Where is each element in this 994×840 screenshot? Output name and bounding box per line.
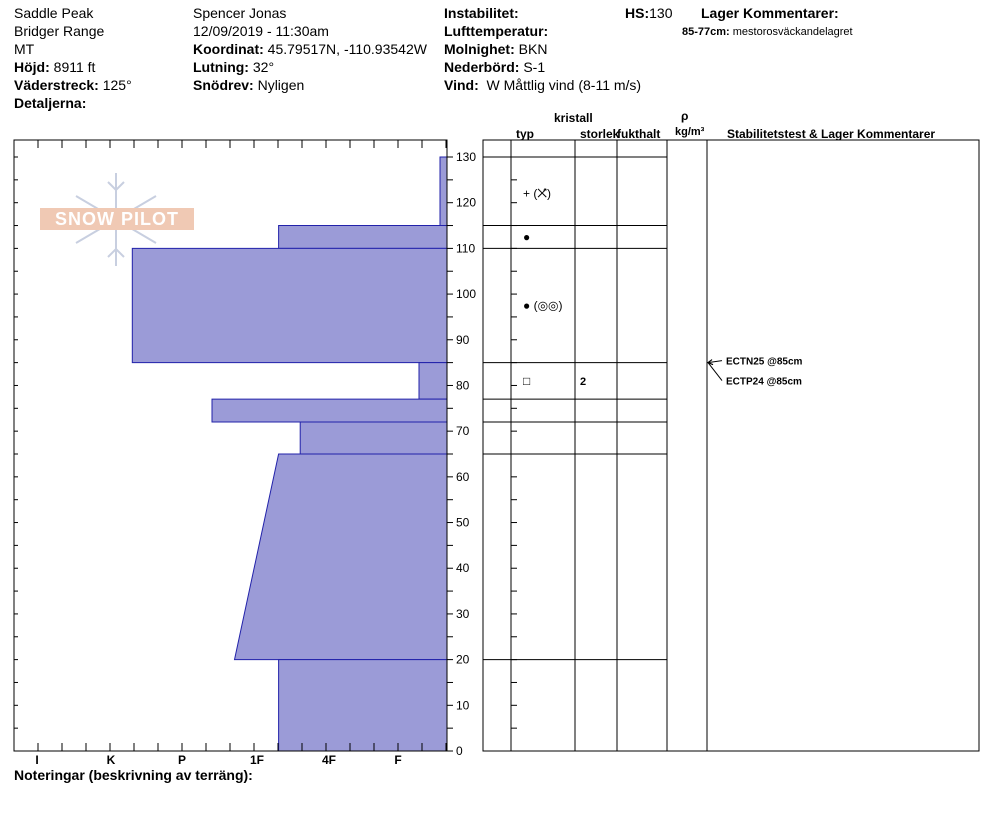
observation-datetime: 12/09/2019 - 11:30am [193, 23, 329, 39]
hardness-tick-label: I [35, 753, 39, 767]
sky-label: Molnighet: [444, 41, 515, 57]
hardness-layer [440, 157, 447, 226]
hardness-layer [419, 363, 447, 400]
slope-value: 32° [252, 59, 275, 75]
crystal-symbol: + (⨉̂) [523, 186, 551, 201]
range-name: Bridger Range [14, 23, 105, 39]
col-stability-header: Stabilitetstest & Lager Kommentarer [727, 127, 936, 141]
wind-value: W Måttlig vind (8-11 m/s) [486, 77, 642, 93]
observer-name: Spencer Jonas [193, 5, 287, 21]
drift-label: Snödrev: [193, 77, 254, 93]
depth-tick-label: 30 [456, 606, 470, 621]
crystal-symbol: ● [523, 229, 531, 244]
col-size-header: storlek [580, 127, 620, 141]
notes-label: Noteringar (beskrivning av terräng): [14, 767, 253, 783]
layer-comment-range: 85-77cm: [682, 26, 730, 38]
depth-tick-label: 40 [456, 561, 470, 576]
hardness-tick-label: P [177, 753, 187, 767]
instability-label: Instabilitet: [444, 5, 519, 21]
depth-tick-label: 10 [456, 698, 470, 713]
hardness-tick-label: K [106, 753, 116, 767]
hardness-layer [132, 248, 447, 362]
hardness-tick-label: 1F [249, 753, 265, 767]
hs-label: HS: [625, 5, 650, 21]
col-density-unit: kg/m³ [675, 126, 705, 138]
hs-value: 130 [649, 5, 673, 21]
hardness-layer [279, 226, 447, 249]
stability-test-label: ECTN25 @85cm [726, 356, 803, 368]
stability-test-label: ECTP24 @85cm [726, 376, 802, 388]
state-name: MT [14, 41, 35, 57]
col-type-header: typ [516, 127, 534, 141]
depth-tick-label: 110 [456, 241, 476, 256]
hardness-layer [279, 660, 447, 751]
sky-value: BKN [518, 41, 548, 57]
crystal-symbol: □ [523, 373, 531, 388]
hardness-layer [300, 422, 447, 454]
aspect-value: 125° [102, 77, 132, 93]
depth-tick-label: 20 [456, 652, 470, 667]
airtemp-label: Lufttemperatur: [444, 23, 549, 39]
location-name: Saddle Peak [14, 5, 94, 21]
layer-comment-text: mestorosväckandelagret [732, 26, 853, 38]
wind-label: Vind: [444, 77, 479, 93]
coords-label: Koordinat: [193, 41, 264, 57]
elevation-label: Höjd: [14, 59, 50, 75]
depth-tick-label: 130 [456, 150, 477, 164]
depth-tick-label: 120 [456, 195, 477, 210]
crystal-size: 2 [580, 375, 587, 388]
depth-tick-label: 100 [456, 287, 477, 302]
coords-value: 45.79517N, -110.93542W [267, 41, 427, 57]
hardness-tick-label: 4F [321, 753, 337, 767]
precip-value: S-1 [523, 59, 546, 75]
precip-label: Nederbörd: [444, 59, 520, 75]
hardness-tick-label: F [394, 753, 402, 767]
depth-tick-label: 90 [456, 332, 470, 347]
depth-tick-label: 0 [456, 744, 463, 758]
aspect-label: Väderstreck: [14, 77, 99, 93]
elevation-value: 8911 ft [53, 59, 96, 75]
col-rho-header: ρ [681, 109, 689, 123]
test-pointer [708, 363, 722, 381]
slope-label: Lutning: [193, 59, 249, 75]
crystal-symbol: ● (◎◎) [523, 298, 563, 313]
hardness-layer [235, 454, 448, 660]
logo-text: SNOW PILOT [40, 208, 194, 230]
hardness-layer [212, 399, 447, 422]
depth-tick-label: 50 [456, 515, 470, 530]
depth-tick-label: 80 [456, 378, 470, 393]
details-label: Detaljerna: [14, 95, 87, 111]
depth-tick-label: 70 [456, 424, 470, 439]
layer-comments-label: Lager Kommentarer: [701, 5, 839, 21]
depth-tick-label: 60 [456, 469, 470, 484]
col-moisture-header: fukthalt [617, 127, 661, 141]
drift-value: Nyligen [257, 77, 305, 93]
col-crystal-header: kristall [554, 111, 593, 125]
